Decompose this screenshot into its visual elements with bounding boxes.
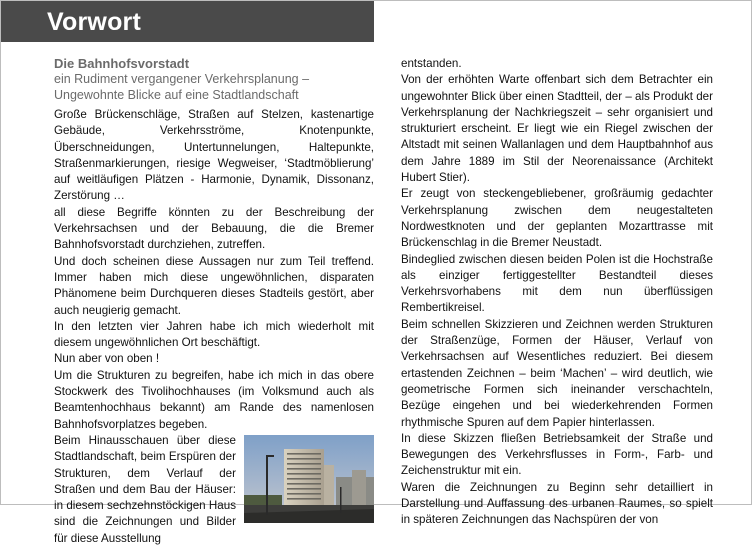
page-title: Vorwort (47, 8, 141, 36)
right-paragraph-4: Bindeglied zwischen diesen beiden Polen ist die Hochstraße als einziger fertiggestellter Bestandteil dieses Verkehrsvorhabens mit dem nun überflüssigen Rembertikreisel. (401, 252, 713, 315)
left-paragraph-2: all diese Begriffe könnten zu der Beschreibung der Verkehrsachsen und der Bebauung, die die Bremer Bahnhofsvorstadt durchziehen, zutreffen. (54, 205, 374, 252)
right-paragraph-1: entstanden. (401, 57, 462, 70)
section-subtitle-line-1: ein Rudiment vergangener Verkehrsplanung – (54, 72, 310, 86)
photo-text-block (54, 433, 374, 547)
tivoli-tower-photo (244, 435, 374, 523)
right-paragraph-3: Er zeugt von steckengebliebener, großräumig gedachter Verkehrsplanung zwischen dem neugestalteten Nordwestknoten und der geplanten Mozarttrasse mit Brückenschlag in die Bremer Neustadt. (401, 187, 713, 250)
left-paragraph-7: Beim Hinausschauen über diese Stadtlandschaft, beim Erspüren der Strukturen, dem Verlauf der Straßen und dem Bau der Häuser: in diesem sechzehnstöckigen Haus sind die Zeichnungen und Bilder für diese Ausstellung (54, 433, 236, 545)
section-title: Die Bahnhofsvorstadt (54, 56, 190, 71)
right-paragraph-6: In diese Skizzen fließen Betriebsamkeit der Straße und Bewegungen des Verkehrsflusses in Form-, Farb- und Zeichenstruktur mit ein. (401, 431, 713, 478)
left-paragraph-1: Große Brückenschläge, Straßen auf Stelzen, kastenartige Gebäude, Verkehrsströme, Knotenpunkte, Überschneidungen, Untertunnelungen, Haltepunkte, Straßenmarkierungen, riesige Wegweiser, ‘Stadtmöblierung’ auf weitläufigen Plätzen - Harmonie, Dynamik, Dissonanz, Zerstörung … (54, 108, 374, 203)
header-bar (1, 1, 374, 42)
left-paragraph-5: Nun aber von oben ! (54, 352, 160, 366)
left-column (54, 56, 374, 547)
photo-illustration (244, 435, 374, 523)
right-column (401, 56, 713, 529)
right-paragraph-7: Waren die Zeichnungen zu Beginn sehr detailliert in Darstellung und Auffassung des urbanen Raumes, so spielt in späteren Zeichnungen das Nachspüren der von (401, 480, 713, 527)
section-subtitle-line-2: Ungewohnte Blicke auf eine Stadtlandschaft (54, 87, 299, 102)
right-paragraph-5: Beim schnellen Skizzieren und Zeichnen werden Strukturen der Straßenzüge, Formen der Häuser, Verlauf von Verkehrsachsen auf Wesentliches reduziert. Bei diesem ertastenden Zeichnen – beim ‘Machen’ – wird deutlich, wie geometrische Formen sich ineinander verschachteln, Bezüge eingehen und bei wiederkehrenden Formen rhythmische Spuren auf dem Papier hinterlassen. (401, 317, 713, 429)
left-paragraph-4: In den letzten vier Jahren habe ich mich wiederholt mit diesem ungewöhnlichen Ort beschäftigt. (54, 319, 374, 350)
left-paragraph-6: Um die Strukturen zu begreifen, habe ich mich in das obere Stockwerk des Tivolihochhauses (im Volksmund auch als Beamtenhochhaus bekannt) am Rande des namenlosen Bahnhofsvorplatzes begeben. (54, 368, 374, 431)
right-paragraph-2: Von der erhöhten Warte offenbart sich dem Betrachter ein ungewohnter Blick über einen Stadtteil, der – als Produkt der Verkehrsplanung der Nachkriegszeit – sehr organisiert und strukturiert erscheint. Er liegt wie ein Riegel zwischen der Altstadt mit seinen Wallanlagen und dem Hauptbahnhof aus dem Jahre 1889 im Stil der Neorenaissance (Architekt Hubert Stier). (401, 73, 713, 185)
left-paragraph-3: Und doch scheinen diese Aussagen nur zum Teil treffend. Immer haben mich diese ungewöhnlichen, disparaten Phänomene beim Durchqueren dieses Stadteils gestört, aber auch neugierig gemacht. (54, 254, 374, 317)
section-subtitle (54, 72, 374, 103)
